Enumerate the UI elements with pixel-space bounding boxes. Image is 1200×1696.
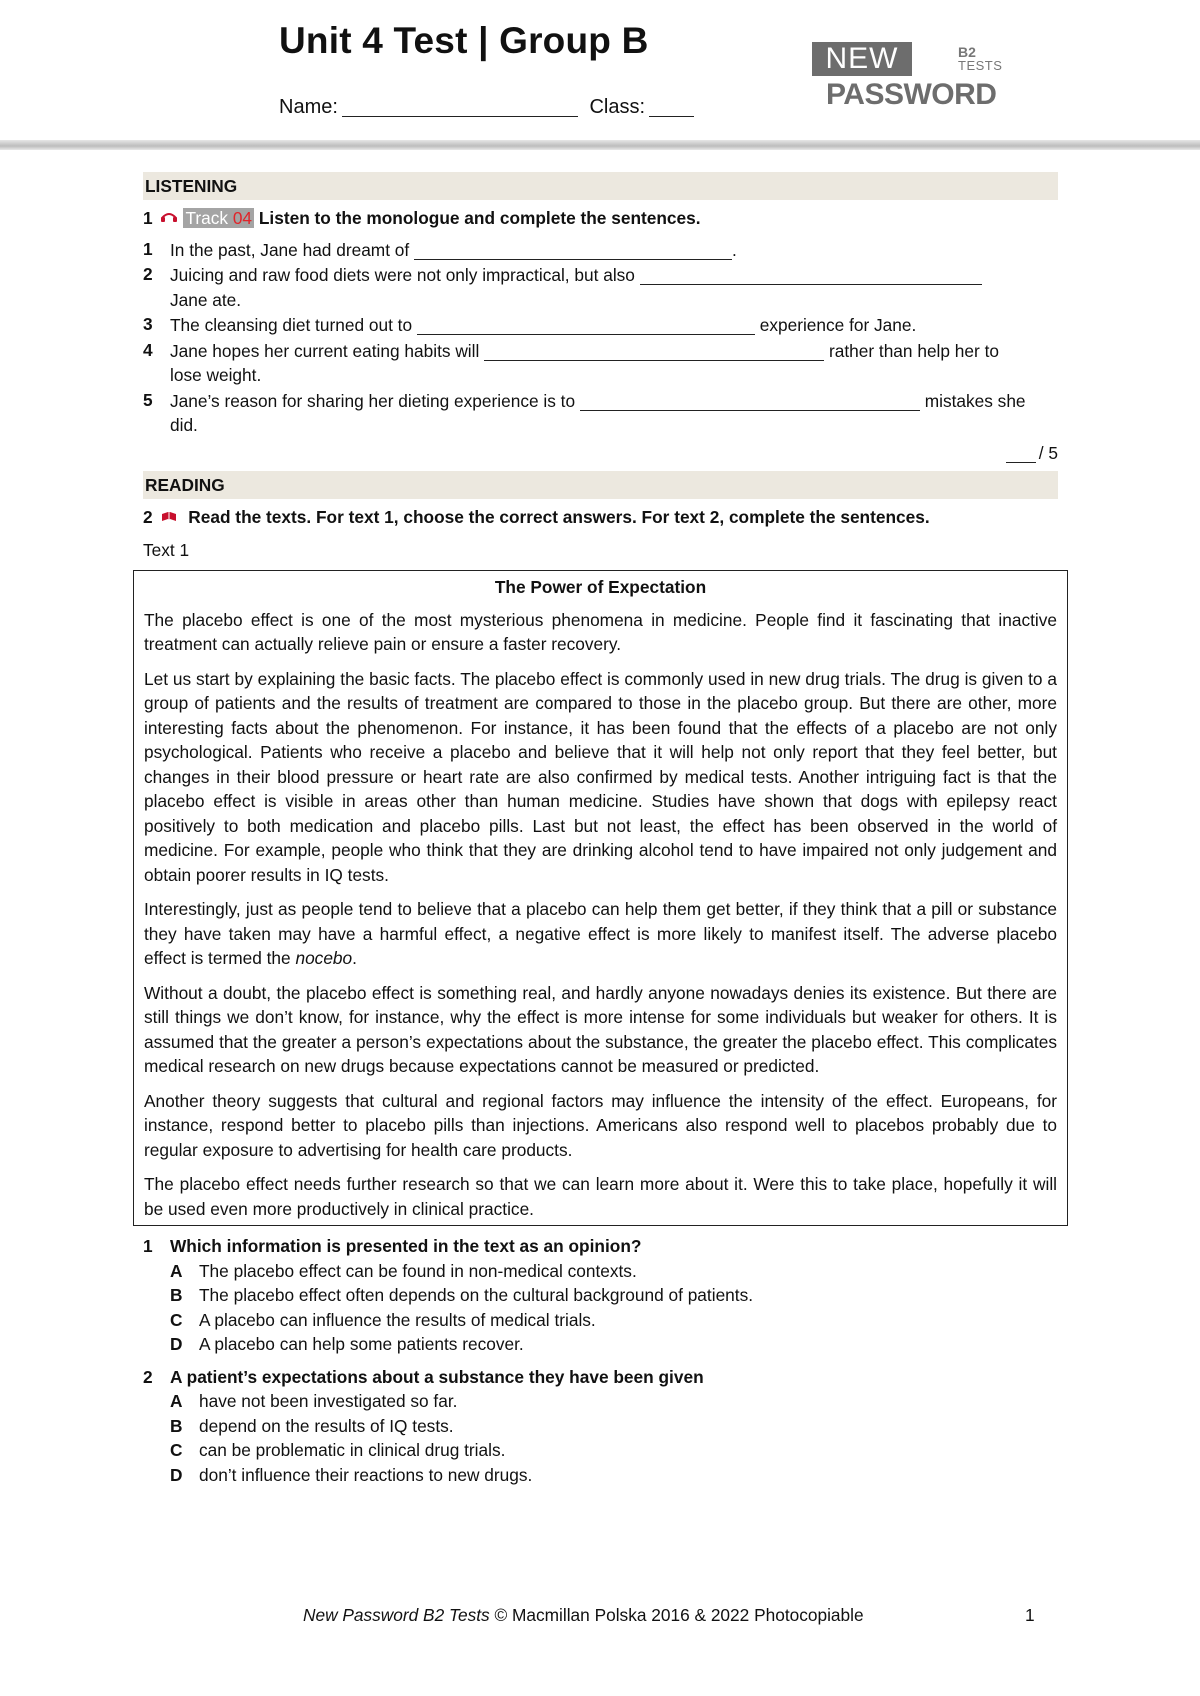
answer-option[interactable] (143, 1332, 1058, 1357)
task-number: 1 (143, 208, 153, 228)
answer-option[interactable] (143, 1259, 1058, 1284)
item-text-after: Jane ate. (170, 289, 242, 310)
option-letter: D (170, 1334, 183, 1354)
item-number: 5 (143, 389, 153, 410)
listening-item (143, 237, 1058, 263)
section-header-listening: LISTENING (143, 172, 1058, 200)
answer-blank[interactable] (580, 392, 920, 411)
footer-copyright-text: © Macmillan Polska 2016 & 2022 Photocopiable (489, 1605, 864, 1625)
text-label: Text 1 (143, 539, 190, 560)
option-text: A placebo can influence the results of medical trials. (199, 1309, 596, 1330)
item-text: In the past, Jane had dreamt of (170, 239, 410, 260)
listening-item (143, 312, 1058, 338)
reading-task (143, 505, 1058, 530)
option-letter: C (170, 1440, 183, 1460)
logo-level: B2 (958, 44, 976, 60)
section-header-reading: READING (143, 471, 1058, 499)
score-blank[interactable] (1006, 444, 1036, 463)
new-password-logo (812, 42, 1012, 111)
track-badge[interactable] (183, 208, 254, 228)
italic-term: nocebo (295, 948, 353, 968)
item-text: The cleansing diet turned out to (170, 315, 413, 335)
answer-blank[interactable] (640, 266, 982, 285)
question (143, 1234, 1058, 1357)
header-divider (0, 140, 1200, 150)
passage-paragraph: The placebo effect is one of the most mysterious phenomena in medicine. People find it fascinating that inactive treatment can actually relieve pain or ensure a faster recovery. (144, 609, 1057, 654)
option-letter: A (170, 1391, 183, 1411)
track-label: Track (185, 208, 233, 228)
option-text: don’t influence their reactions to new drugs. (199, 1464, 533, 1485)
listening-task (143, 206, 1058, 231)
answer-option[interactable] (143, 1463, 1058, 1488)
passage-paragraph: The placebo effect needs further research so that we can learn more about it. Were this to take place, hopefully it will be used even more productively in clinical practice. (144, 1174, 1057, 1219)
passage-paragraph: Without a doubt, the placebo effect is something real, and hardly anyone nowadays denies its existence. But there are still things we don’t know, for instance, why the effect is more intense for some individuals but weaker for others. It is assumed that the greater a person’s expectations about the substance, the greater the placebo effect. This complicates medical research on new drugs because expectations cannot be measured or predicted. (144, 982, 1057, 1076)
option-letter: A (170, 1260, 183, 1281)
logo-tests: TESTS (958, 58, 1003, 73)
item-text: Jane hopes her current eating habits will (170, 340, 480, 361)
option-letter: B (170, 1415, 183, 1436)
item-text-after: . (732, 239, 737, 260)
answer-option[interactable] (143, 1438, 1058, 1463)
answer-blank[interactable] (414, 241, 732, 260)
answer-blank[interactable] (417, 316, 755, 335)
student-info (279, 96, 700, 119)
item-number: 4 (143, 339, 153, 360)
track-number: 04 (232, 208, 253, 228)
logo-brand: PASSWORD (826, 78, 997, 111)
listening-item (143, 262, 1058, 312)
question-text: A patient’s expectations about a substance they have been given (170, 1366, 704, 1387)
headphones-icon (161, 212, 177, 223)
item-text-after: mistakes she did. (170, 390, 1026, 435)
score-total: / 5 (1038, 442, 1058, 463)
task-number: 2 (143, 507, 153, 527)
question (143, 1365, 1058, 1488)
option-text: The placebo effect can be found in non-medical contexts. (199, 1260, 637, 1281)
option-letter: B (170, 1285, 183, 1305)
item-number: 1 (143, 238, 153, 259)
page-number: 1 (1025, 1605, 1035, 1625)
answer-option[interactable] (143, 1308, 1058, 1333)
answer-option[interactable] (143, 1283, 1058, 1308)
passage-paragraph: Let us start by explaining the basic facts. The placebo effect is commonly used in new drug trials. The drug is given to a group of patients and the results of treatment are compared to those in the placebo group. But there are other, more interesting facts about the phenomenon. For instance, it has been found that the effects of a placebo are not only psychological. Patients who receive a placebo and believe that it will help not only report that they feel better, but changes in their blood pressure or heart rate are also confirmed by medical tests. Another intriguing fact is that the placebo effect is visible in areas other than human medicine. Studies have shown that dogs with epilepsy react positively to both medication and placebo pills. Last but not least, the effect has been observed in the world of medicine. For example, people who think that they are drinking alcohol tend to have impaired not only judgement and obtain poorer results in IQ tests. (144, 668, 1057, 885)
question-number: 1 (143, 1236, 153, 1256)
reading-passage (133, 570, 1068, 1226)
name-field[interactable] (342, 96, 578, 117)
option-text: depend on the results of IQ tests. (199, 1415, 454, 1436)
item-number: 3 (143, 314, 153, 334)
logo-new: NEW (812, 42, 912, 76)
option-letter: C (170, 1309, 183, 1330)
item-number: 2 (143, 264, 153, 284)
question-text: Which information is presented in the text as an opinion? (170, 1236, 642, 1256)
item-text: Jane’s reason for sharing her dieting experience is to (170, 390, 576, 411)
listening-score (143, 440, 1058, 466)
passage-paragraph (144, 897, 1057, 971)
option-text: A placebo can help some patients recover. (199, 1334, 524, 1354)
reading-instruction: Read the texts. For text 1, choose the correct answers. For text 2, complete the sentences. (188, 507, 930, 527)
footer-copyright (303, 1605, 864, 1626)
book-icon (161, 511, 177, 522)
test-content (143, 172, 1058, 1491)
item-text-after: rather than help her to lose weight. (170, 340, 999, 385)
listening-instruction: Listen to the monologue and complete the sentences. (258, 208, 701, 228)
name-label: Name: (279, 96, 338, 118)
footer-book-title: New Password B2 Tests (303, 1605, 490, 1625)
passage-paragraph: Another theory suggests that cultural and regional factors may influence the intensity of the effect. Europeans, for instance, respond better to placebo pills than injections. Americans also respond well to placebos probably due to regular exposure to advertising for health care products. (144, 1090, 1057, 1160)
answer-option[interactable] (143, 1414, 1058, 1439)
answer-blank[interactable] (484, 342, 824, 361)
question-number: 2 (143, 1366, 153, 1387)
answer-option[interactable] (143, 1389, 1058, 1414)
item-text: Juicing and raw food diets were not only impractical, but also (170, 265, 635, 285)
class-field[interactable] (649, 96, 694, 117)
option-text: can be problematic in clinical drug trials. (199, 1440, 506, 1460)
option-text: The placebo effect often depends on the cultural background of patients. (199, 1285, 754, 1305)
option-text: have not been investigated so far. (199, 1391, 458, 1411)
passage-title: The Power of Expectation (494, 577, 707, 597)
paragraph-text: Interestingly, just as people tend to believe that a placebo can help them get better, if they think that a pill or substance they have taken may have a harmful effect, a negative effect is more likely to manifest itself. The adverse placebo effect is termed the (144, 899, 1057, 968)
paragraph-end: . (352, 948, 357, 968)
option-letter: D (170, 1464, 183, 1485)
listening-item (143, 338, 1058, 388)
page-title: Unit 4 Test | Group B (279, 20, 649, 61)
listening-item (143, 388, 1058, 438)
item-text-after: experience for Jane. (759, 315, 917, 335)
class-label: Class: (589, 96, 646, 118)
